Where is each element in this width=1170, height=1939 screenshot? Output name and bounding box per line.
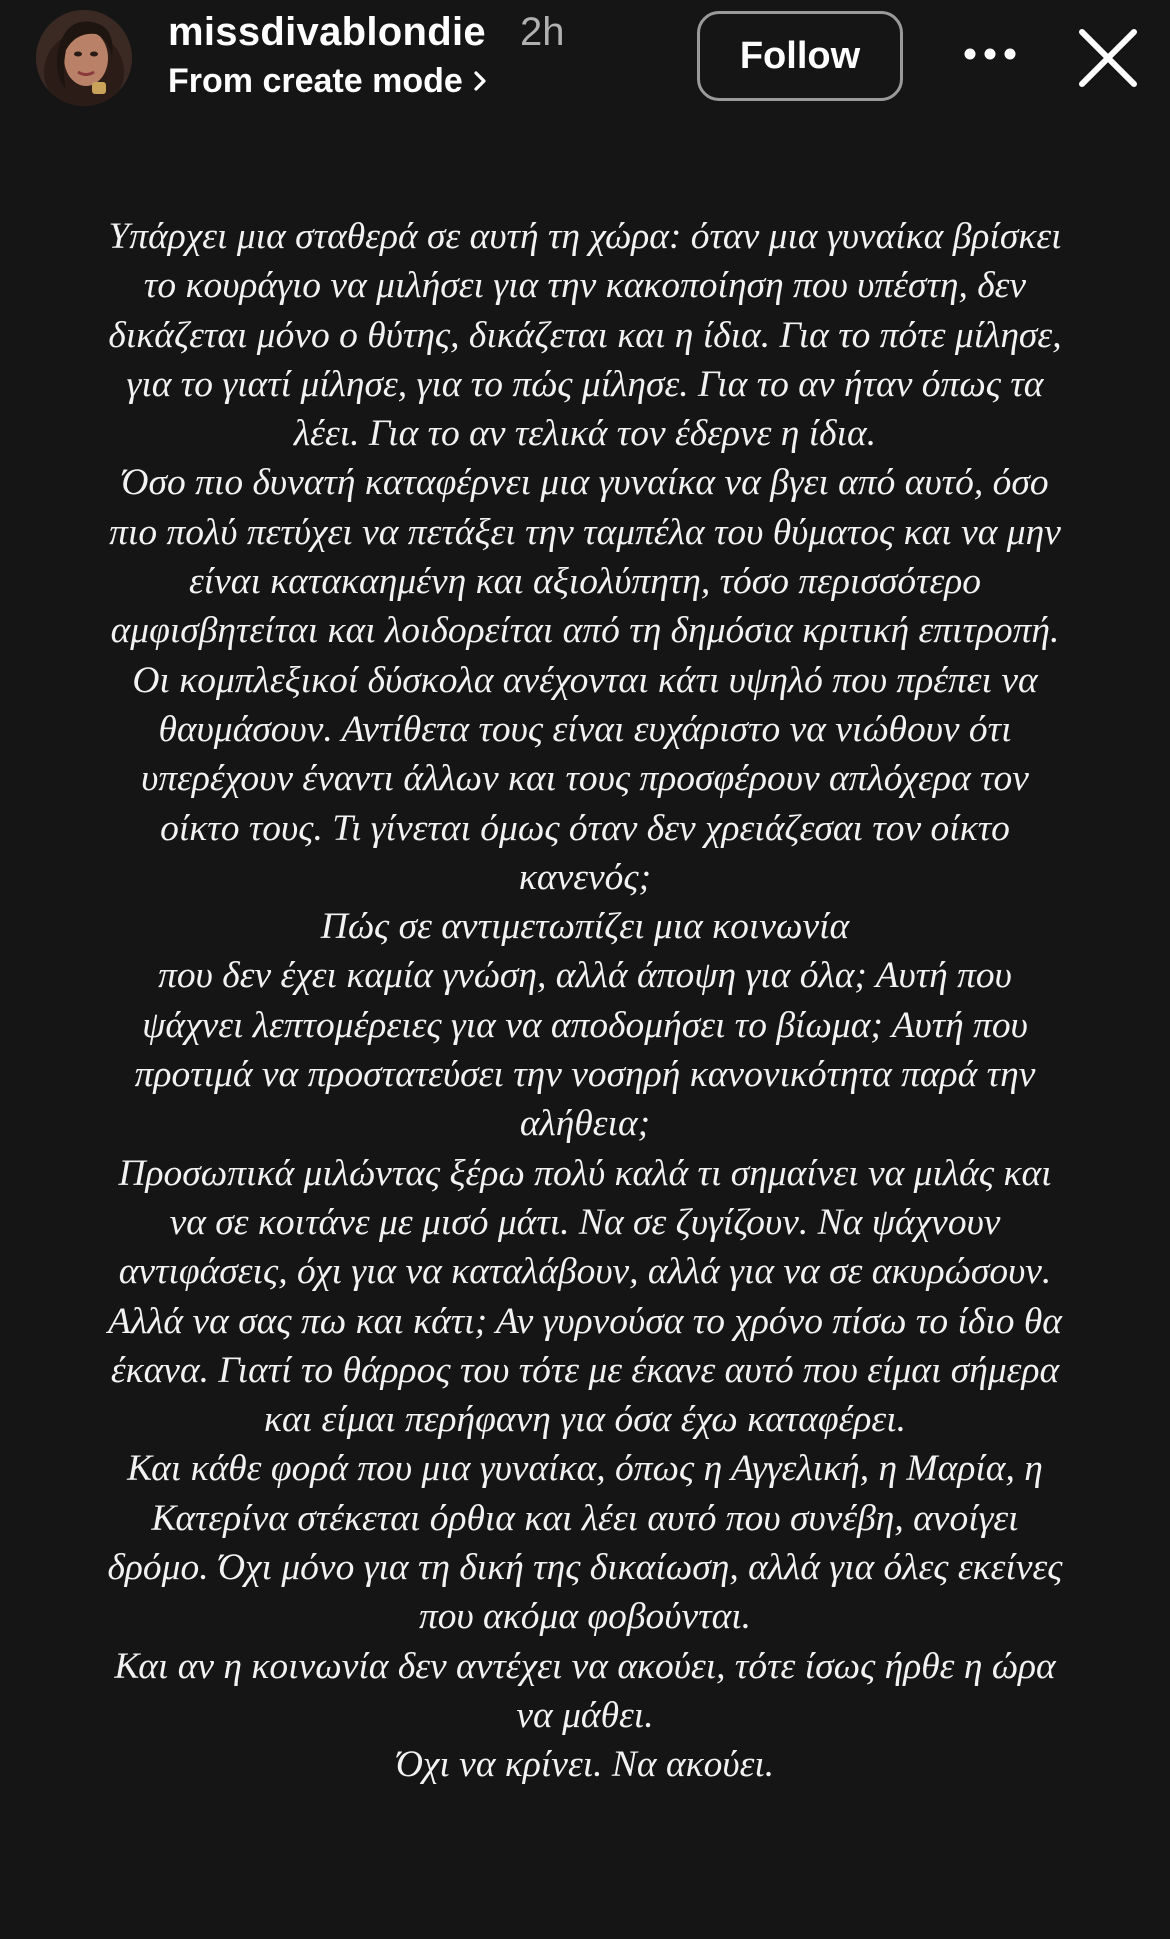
- more-options-button[interactable]: [960, 34, 1020, 74]
- story-line: και είμαι περήφανη για όσα έχω καταφέρει.: [264, 1399, 906, 1441]
- story-line: υπερέχουν έναντι άλλων και τους προσφέρουν απλόχερα τον: [141, 758, 1029, 800]
- story-line: είναι κατακαημένη και αξιολύπητη, τόσο περισσότερο: [188, 561, 982, 603]
- story-line: λέει. Για το αν τελικά τον έδερνε η ίδια.: [293, 413, 877, 455]
- story-line: Κατερίνα στέκεται όρθια και λέει αυτό που συνέβη, ανοίγει: [151, 1497, 1019, 1539]
- chevron-right-icon: [473, 62, 487, 101]
- story-text: [40, 212, 1130, 1790]
- post-time: 2h: [520, 10, 565, 54]
- story-line: δρόμο. Όχι μόνο για τη δική της δικαίωση, αλλά για όλες εκείνες: [107, 1547, 1063, 1589]
- story-line: Αλλά να σας πω και κάτι; Αν γυρνούσα το χρόνο πίσω το ίδιο θα: [108, 1300, 1062, 1342]
- story-line: προτιμά να προστατεύσει την νοσηρή κανονικότητα παρά την: [134, 1054, 1036, 1096]
- story-line: δικάζεται μόνο ο θύτης, δικάζεται και η ίδια. Για το πότε μίλησε,: [108, 314, 1062, 356]
- story-line: έκανα. Γιατί το θάρρος του τότε με έκανε αυτό που είμαι σήμερα: [110, 1349, 1060, 1391]
- username[interactable]: missdivablondie: [168, 10, 486, 54]
- follow-button[interactable]: Follow: [697, 11, 903, 101]
- story-line: που δεν έχει καμία γνώση, αλλά άποψη για όλα; Αυτή που: [158, 955, 1012, 997]
- story-line: κανενός;: [518, 856, 652, 898]
- close-icon: [1076, 26, 1140, 90]
- story-line: θαυμάσουν. Αντίθετα τους είναι ευχάριστο να νιώθουν ότι: [158, 708, 1012, 750]
- profile-photo: [36, 10, 132, 106]
- story-line: το κουράγιο να μιλήσει για την κακοποίηση που υπέστη, δεν: [143, 265, 1027, 307]
- story-line: Και κάθε φορά που μια γυναίκα, όπως η Αγγελική, η Μαρία, η: [127, 1448, 1043, 1490]
- story-header: [0, 0, 1170, 120]
- create-mode-link[interactable]: [168, 62, 487, 101]
- story-line: Προσωπικά μιλώντας ξέρω πολύ καλά τι σημαίνει να μιλάς και: [118, 1152, 1052, 1194]
- story-line: Όσο πιο δυνατή καταφέρνει μια γυναίκα να βγει από αυτό, όσο: [121, 462, 1049, 504]
- close-button[interactable]: [1076, 26, 1140, 90]
- story-line: Και αν η κοινωνία δεν αντέχει να ακούει, τότε ίσως ήρθε η ώρα: [114, 1645, 1056, 1687]
- story-line: αμφισβητείται και λοιδορείται από τη δημόσια κριτική επιτροπή.: [110, 610, 1060, 652]
- story-line: Υπάρχει μια σταθερά σε αυτή τη χώρα: όταν μια γυναίκα βρίσκει: [108, 216, 1062, 257]
- more-horizontal-icon: [960, 34, 1020, 74]
- story-line: να σε κοιτάνε με μισό μάτι. Να σε ζυγίζουν. Να ψάχνουν: [169, 1201, 1001, 1243]
- story-line: οίκτο τους. Τι γίνεται όμως όταν δεν χρειάζεσαι τον οίκτο: [160, 807, 1010, 849]
- story-line: πιο πολύ πετύχει να πετάξει την ταμπέλα του θύματος και να μην: [109, 511, 1061, 553]
- avatar[interactable]: [36, 10, 132, 106]
- story-line: ψάχνει λεπτομέρειες για να αποδομήσει το βίωμα; Αυτή που: [142, 1004, 1028, 1046]
- story-line: αντιφάσεις, όχι για να καταλάβουν, αλλά για να σε ακυρώσουν.: [118, 1251, 1052, 1293]
- story-line: που ακόμα φοβούνται.: [418, 1596, 752, 1638]
- story-line: για το γιατί μίλησε, για το πώς μίλησε. Για το αν ήταν όπως τα: [126, 363, 1044, 405]
- create-mode-label: From create mode: [168, 62, 463, 100]
- story-line: Όχι να κρίνει. Να ακούει.: [395, 1744, 775, 1786]
- story-line: Πώς σε αντιμετωπίζει μια κοινωνία: [320, 906, 850, 948]
- story-line: να μάθει.: [516, 1694, 654, 1736]
- story-line: Οι κομπλεξικοί δύσκολα ανέχονται κάτι υψηλό που πρέπει να: [132, 659, 1038, 701]
- story-line: αλήθεια;: [519, 1103, 651, 1145]
